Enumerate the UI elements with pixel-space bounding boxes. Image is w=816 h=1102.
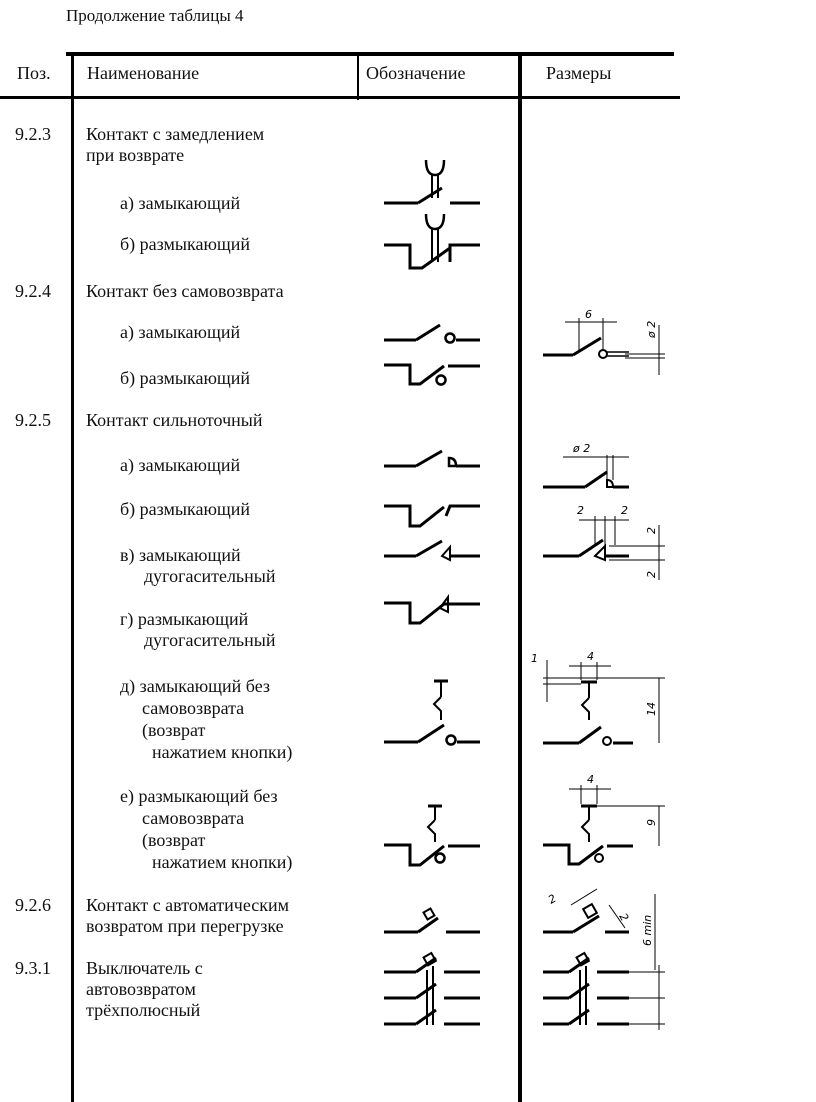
dimension-pushbutton-break-contact (543, 773, 665, 864)
dimension-arc-quench-contact (543, 504, 665, 580)
symbol-pushbutton-reset-break-contact (384, 806, 480, 865)
symbol-pushbutton-reset-make-contact (384, 681, 480, 745)
header-symbol: Обозначение (366, 63, 466, 83)
row-name: Контакт без самовозврата (86, 281, 284, 301)
dim-label: 2 (577, 504, 584, 517)
dim-label: 2 (546, 891, 559, 907)
dim-label: 4 (587, 650, 594, 663)
symbol-power-make-contact (384, 451, 480, 466)
dimension-latching-contact (543, 308, 665, 375)
row-pos: 9.2.5 (15, 410, 51, 430)
dim-label: 4 (587, 773, 594, 786)
symbols-column (370, 0, 510, 1102)
dim-label: 6 (585, 308, 592, 321)
row-name: Контакт с автоматическим возвратом при перегрузке (86, 895, 290, 936)
symbol-latching-break-contact (384, 365, 480, 385)
dim-label: 6 min (641, 914, 654, 946)
dimension-three-pole-switch (543, 953, 665, 1030)
dim-label: 1 (531, 652, 538, 665)
row-name: а) замыкающий (120, 322, 241, 342)
header-name: Наименование (87, 63, 200, 83)
dim-label: ø 2 (573, 442, 591, 455)
symbol-arc-quench-make-contact (384, 541, 480, 560)
row-name: Контакт сильноточный (86, 410, 263, 430)
symbol-latching-make-contact (384, 325, 480, 343)
row-name: в) замыкающий дугогасительный (120, 545, 276, 586)
dim-label: 2 (616, 911, 632, 924)
symbol-power-break-contact (384, 506, 480, 526)
row-name: Выключатель с автовозвратом трёхполюсный (86, 958, 203, 1020)
dim-label: ø 2 (645, 320, 658, 338)
dim-label: 2 (645, 527, 658, 534)
row-name: б) размыкающий (120, 368, 251, 388)
dim-label: 9 (645, 819, 658, 826)
dim-label: 2 (621, 504, 628, 517)
row-pos: 9.3.1 (15, 958, 51, 978)
dimension-pushbutton-make-contact (531, 650, 665, 745)
symbol-overload-reset-contact (384, 909, 480, 932)
row-name: а) замыкающий (120, 193, 241, 213)
symbol-delayed-break-contact (384, 214, 480, 268)
row-pos: 9.2.6 (15, 895, 51, 915)
dimension-overload-contact (543, 889, 655, 970)
row-name: Контакт с замедлением при возврате (86, 124, 265, 165)
header-pos: Поз. (17, 63, 51, 83)
header-size: Размеры (546, 63, 612, 83)
row-name: б) размыкающий (120, 234, 251, 254)
table-caption: Продолжение таблицы 4 (66, 6, 244, 25)
row-pos: 9.2.3 (15, 124, 51, 144)
dim-label: 2 (645, 571, 658, 578)
dimension-power-make-contact (543, 442, 629, 487)
row-name: д) замыкающий без самовозврата (возврат нажатием кнопки) (120, 676, 293, 762)
symbol-three-pole-switch (384, 953, 480, 1025)
dim-label: 14 (645, 702, 658, 716)
column-divider-name (357, 52, 359, 100)
row-name: б) размыкающий (120, 499, 251, 519)
row-pos: 9.2.4 (15, 281, 51, 301)
symbol-arc-quench-break-contact (384, 597, 480, 623)
symbol-delayed-make-contact (384, 160, 480, 203)
row-name: г) размыкающий дугогасительный (120, 609, 276, 650)
row-name: а) замыкающий (120, 455, 241, 475)
column-divider-symbol (518, 52, 522, 1102)
row-name: е) размыкающий без самовозврата (возврат нажатием кнопки) (120, 786, 293, 872)
column-divider-pos (71, 52, 74, 1102)
dimensions-column (525, 0, 685, 1102)
